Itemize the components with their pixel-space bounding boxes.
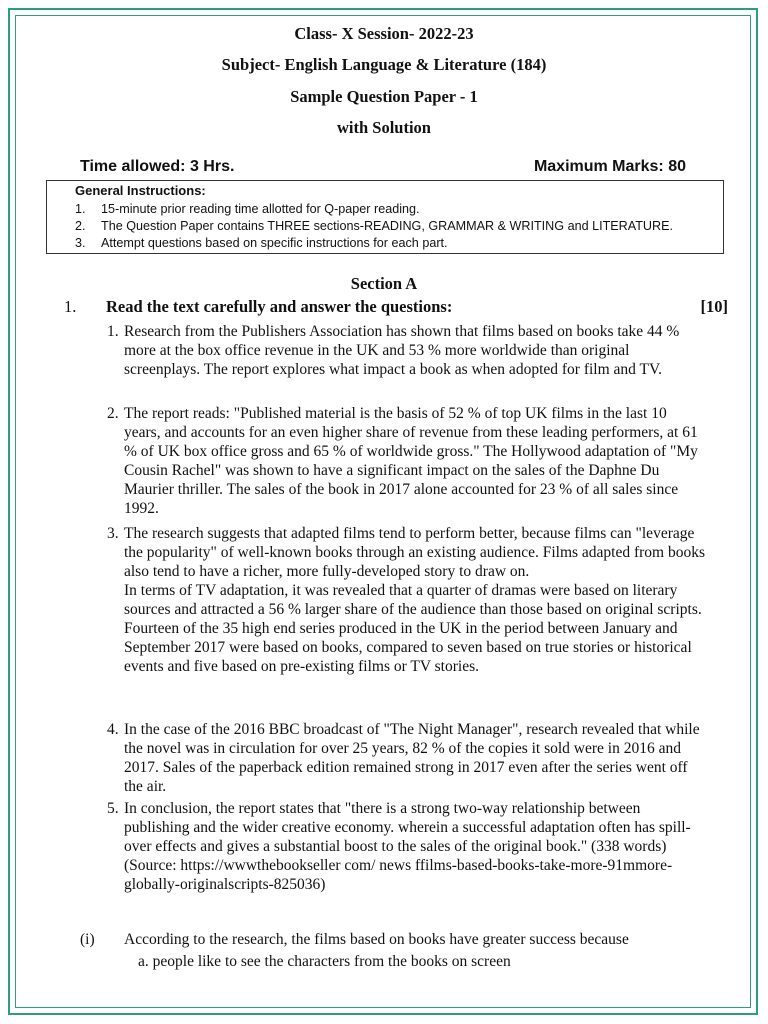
paragraph-text: In the case of the 2016 BBC broadcast of "The Night Manager", research revealed that while the novel was in circulation for over 25 years, 82 % of the copies it sold were in 2016 and 2017. Sales of the paperback edition remained strong in 2017 even after the series went off the air. [124, 721, 700, 795]
paragraph-number: 2. [107, 405, 119, 422]
section-title: Section A [350, 274, 418, 293]
instruction-number: 3. [75, 236, 86, 250]
paragraph-text: The report reads: "Published material is the basis of 52 % of top UK films in the last 10 years, and accounts for an even higher share of revenue from these leading performers, at 61 % of UK box office gross and 65 % of worldwide gross." The Hollywood adaptation of "My Cousin Rachel" was shown to have a significant impact on the sales of the Daphne Du Maurier thriller. The sales of the book in 2017 alone accounted for 23 % of all sales since 1992. [124, 405, 698, 517]
question-number: 1. [64, 297, 77, 316]
instruction-item [75, 202, 715, 216]
paper-title: Sample Question Paper - 1 [290, 87, 478, 106]
passage-paragraph [107, 404, 707, 518]
instruction-text: The Question Paper contains THREE sections-READING, GRAMMAR & WRITING and LITERATURE. [101, 219, 674, 233]
paragraph-text: In conclusion, the report states that "there is a strong two-way relationship between publishing and the wider creative economy. wherein a successful adaptation often has spill-over effects and gives a substantial boost to the sales of the original book." (338 words) [124, 800, 691, 855]
time-marks-row [80, 158, 686, 180]
instruction-number: 2. [75, 219, 86, 233]
paragraph-number: 3. [107, 525, 119, 542]
instruction-text: 15-minute prior reading time allotted for Q-paper reading. [101, 202, 420, 216]
instruction-number: 1. [75, 202, 86, 216]
paragraph-text: The research suggests that adapted films tend to perform better, because films can "leverage the popularity" of well-known books through an existing audience. Films adapted from books also tend to have a richer, more fully-developed story to draw on. [124, 525, 706, 580]
question-marks: [10] [700, 297, 728, 316]
instruction-text: Attempt questions based on specific instructions for each part. [101, 236, 448, 250]
paragraph-number: 5. [107, 800, 119, 817]
general-instructions-box [46, 180, 724, 254]
option-a: a. people like to see the characters from the books on screen [138, 953, 511, 970]
class-session-heading: Class- X Session- 2022-23 [294, 24, 474, 43]
subject-heading: Subject- English Language & Literature (184) [221, 55, 547, 74]
source-citation: (Source: https://wwwthebookseller com/ news ffilms-based-books-take-more-91mmore-globally-originalscripts-825036) [124, 857, 673, 893]
paragraph-number: 1. [107, 323, 119, 340]
maximum-marks: Maximum Marks: 80 [533, 158, 686, 175]
passage-paragraph [107, 720, 707, 796]
passage-paragraph [107, 524, 707, 676]
sub-question-number: (i) [80, 931, 95, 948]
paragraph-text-continued: In terms of TV adaptation, it was revealed that a quarter of dramas were based on literary sources and attracted a 56 % larger share of the audience than those based on original scripts. Fourteen of the 35 high end series produced in the UK in the period between January and September 2017 were based on books, compared to seven based on true stories or historical events and five based on pre-existing films or TV stories. [124, 582, 702, 675]
paragraph-text: Research from the Publishers Association has shown that films based on books take 44 % more at the box office revenue in the UK and 53 % more worldwide than original screenplays. The report explores what impact a book as when adopted for film and TV. [124, 323, 680, 378]
instruction-item [75, 236, 715, 250]
instruction-item [75, 219, 715, 233]
time-allowed: Time allowed: 3 Hrs. [80, 158, 235, 175]
question-text: Read the text carefully and answer the questions: [106, 297, 453, 316]
general-instructions-title: General Instructions: [75, 183, 206, 198]
question-row [64, 297, 728, 319]
sub-question-text: According to the research, the films based on books have greater success because [124, 931, 629, 948]
passage-paragraph [107, 799, 707, 894]
with-solution-heading: with Solution [337, 118, 431, 137]
passage-paragraph [107, 322, 707, 379]
paragraph-number: 4. [107, 721, 119, 738]
